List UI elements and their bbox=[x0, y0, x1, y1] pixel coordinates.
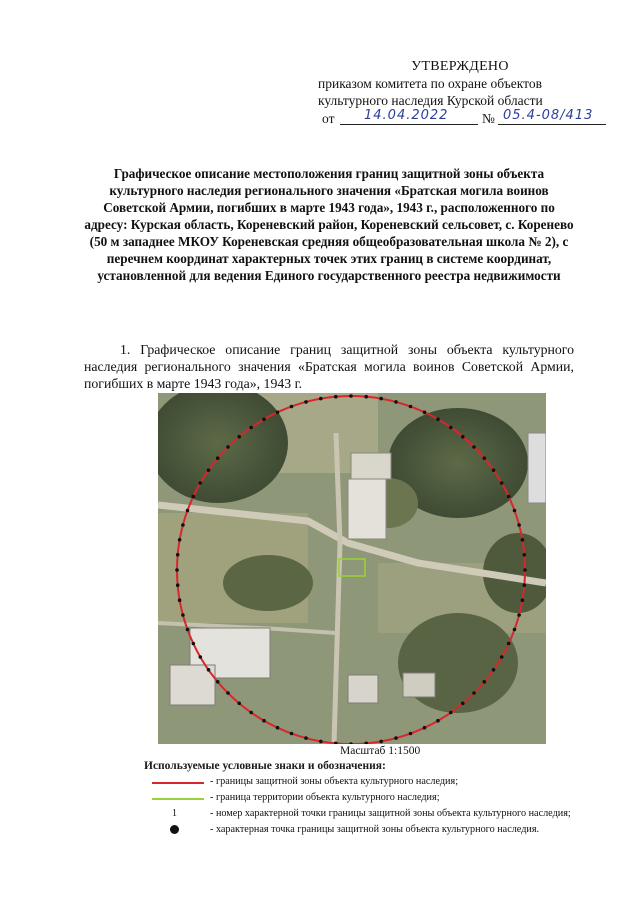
boundary-point bbox=[178, 598, 182, 602]
boundary-point bbox=[461, 702, 465, 706]
boundary-point bbox=[216, 680, 220, 684]
boundary-point bbox=[319, 397, 323, 401]
legend-row-number bbox=[144, 807, 614, 823]
approval-block bbox=[300, 58, 620, 128]
boundary-point bbox=[186, 509, 190, 513]
boundary-point bbox=[304, 736, 308, 740]
boundary-point bbox=[199, 481, 203, 485]
boundary-point bbox=[394, 400, 398, 404]
boundary-point bbox=[249, 426, 253, 430]
boundary-point bbox=[207, 468, 211, 472]
legend-text-boundary: - границы защитной зоны объекта культурного наследия; bbox=[210, 776, 459, 787]
boundary-point bbox=[364, 395, 368, 399]
boundary-point bbox=[517, 523, 521, 527]
number-underline bbox=[498, 124, 606, 125]
boundary-point bbox=[319, 740, 323, 744]
approval-date-number bbox=[300, 110, 620, 128]
boundary-point bbox=[226, 445, 230, 449]
building-south bbox=[348, 675, 378, 703]
section-number: 1. bbox=[120, 342, 131, 357]
boundary-point bbox=[181, 613, 185, 617]
section-text: Графическое описание границ защитной зоны объекта культурного наследия регионального значения «Братская могила воинов Советской Армии, погибших в марте 1943 года», 1943 г. bbox=[84, 342, 574, 391]
boundary-point bbox=[192, 642, 196, 646]
legend-row-territory bbox=[144, 791, 614, 807]
boundary-point bbox=[436, 719, 440, 723]
boundary-point bbox=[175, 568, 179, 572]
boundary-point bbox=[262, 418, 266, 422]
boundary-point bbox=[507, 495, 511, 499]
boundary-point bbox=[423, 726, 427, 730]
boundary-point bbox=[517, 613, 521, 617]
boundary-point bbox=[507, 642, 511, 646]
green-line-symbol bbox=[152, 798, 204, 800]
legend-text-dot: - характерная точка границы защитной зоны объекта культурного наследия. bbox=[210, 824, 540, 835]
boundary-point bbox=[449, 711, 453, 715]
boundary-point bbox=[449, 426, 453, 430]
trees-center bbox=[223, 555, 313, 611]
point-number-symbol: 1 bbox=[172, 808, 177, 819]
map-svg bbox=[158, 393, 546, 744]
boundary-point bbox=[523, 568, 527, 572]
boundary-point bbox=[483, 456, 487, 460]
boundary-point bbox=[207, 668, 211, 672]
boundary-point bbox=[423, 411, 427, 415]
trees-se bbox=[398, 613, 518, 713]
boundary-point bbox=[199, 655, 203, 659]
legend-row-dot bbox=[144, 823, 614, 839]
boundary-point bbox=[523, 553, 527, 557]
boundary-point bbox=[394, 736, 398, 740]
approval-title: УТВЕРЖДЕНО bbox=[411, 59, 509, 74]
satellite-map bbox=[158, 393, 546, 744]
boundary-point bbox=[216, 456, 220, 460]
boundary-point bbox=[237, 702, 241, 706]
boundary-point bbox=[334, 395, 338, 399]
boundary-point bbox=[176, 553, 180, 557]
boundary-point bbox=[304, 400, 308, 404]
legend-text-number: - номер характерной точки границы защитной зоны объекта культурного наследия; bbox=[210, 808, 571, 819]
boundary-point bbox=[262, 719, 266, 723]
boundary-point bbox=[492, 668, 496, 672]
boundary-point bbox=[178, 538, 182, 542]
point-dot-symbol bbox=[170, 825, 179, 834]
approval-line-2: культурного наследия Курской области bbox=[318, 93, 543, 108]
boundary-point bbox=[409, 405, 413, 409]
boundary-point bbox=[237, 435, 241, 439]
boundary-point bbox=[186, 628, 190, 632]
legend-row-boundary bbox=[144, 775, 614, 791]
boundary-point bbox=[226, 691, 230, 695]
boundary-point bbox=[176, 583, 180, 587]
boundary-point bbox=[192, 495, 196, 499]
boundary-point bbox=[276, 411, 280, 415]
red-line-symbol bbox=[152, 782, 204, 784]
boundary-point bbox=[472, 691, 476, 695]
boundary-point bbox=[181, 523, 185, 527]
date-underline bbox=[340, 124, 478, 125]
boundary-point bbox=[500, 481, 504, 485]
boundary-point bbox=[436, 418, 440, 422]
number-handwritten: 05.4-08/413 bbox=[503, 108, 594, 123]
building-north bbox=[351, 453, 391, 479]
date-handwritten: 14.04.2022 bbox=[364, 108, 449, 123]
boundary-point bbox=[521, 598, 525, 602]
legend-title: Используемые условные знаки и обозначения: bbox=[144, 760, 386, 772]
document-heading: Графическое описание местоположения границ защитной зоны объекта культурного наследия регионального значения «Братская могила воинов Советской Армии, погибших в марте 1943 года», 1943 г., расположенного по адресу: Курская область, Кореневский район, Кореневский сельсовет, с. Коренево (50 м западнее МКОУ Кореневская средняя общеобразовательная школа № 2), с перечнем координат характерных точек этих границ в системе координат, установленной для ведения Единого государственного реестра недвижимости bbox=[84, 166, 574, 283]
boundary-point bbox=[492, 468, 496, 472]
boundary-point bbox=[521, 538, 525, 542]
boundary-point bbox=[409, 732, 413, 736]
map-scale: Масштаб 1:1500 bbox=[340, 745, 421, 757]
number-prefix: № bbox=[482, 111, 495, 126]
boundary-point bbox=[290, 405, 294, 409]
boundary-point bbox=[483, 680, 487, 684]
building-east-edge bbox=[528, 433, 546, 503]
boundary-point bbox=[276, 726, 280, 730]
boundary-point bbox=[500, 655, 504, 659]
boundary-point bbox=[523, 583, 527, 587]
boundary-point bbox=[513, 628, 517, 632]
boundary-point bbox=[379, 397, 383, 401]
boundary-point bbox=[472, 445, 476, 449]
date-prefix: от bbox=[322, 111, 335, 126]
legend-text-territory: - граница территории объекта культурного наследия; bbox=[210, 792, 440, 803]
building-school bbox=[348, 479, 386, 539]
building-se bbox=[403, 673, 435, 697]
boundary-point bbox=[349, 394, 353, 398]
boundary-point bbox=[379, 740, 383, 744]
approval-line-1: приказом комитета по охране объектов bbox=[318, 76, 542, 91]
boundary-point bbox=[513, 509, 517, 513]
legend bbox=[144, 760, 614, 839]
boundary-point bbox=[249, 711, 253, 715]
boundary-point bbox=[461, 435, 465, 439]
section-paragraph bbox=[84, 341, 574, 392]
boundary-point bbox=[290, 732, 294, 736]
